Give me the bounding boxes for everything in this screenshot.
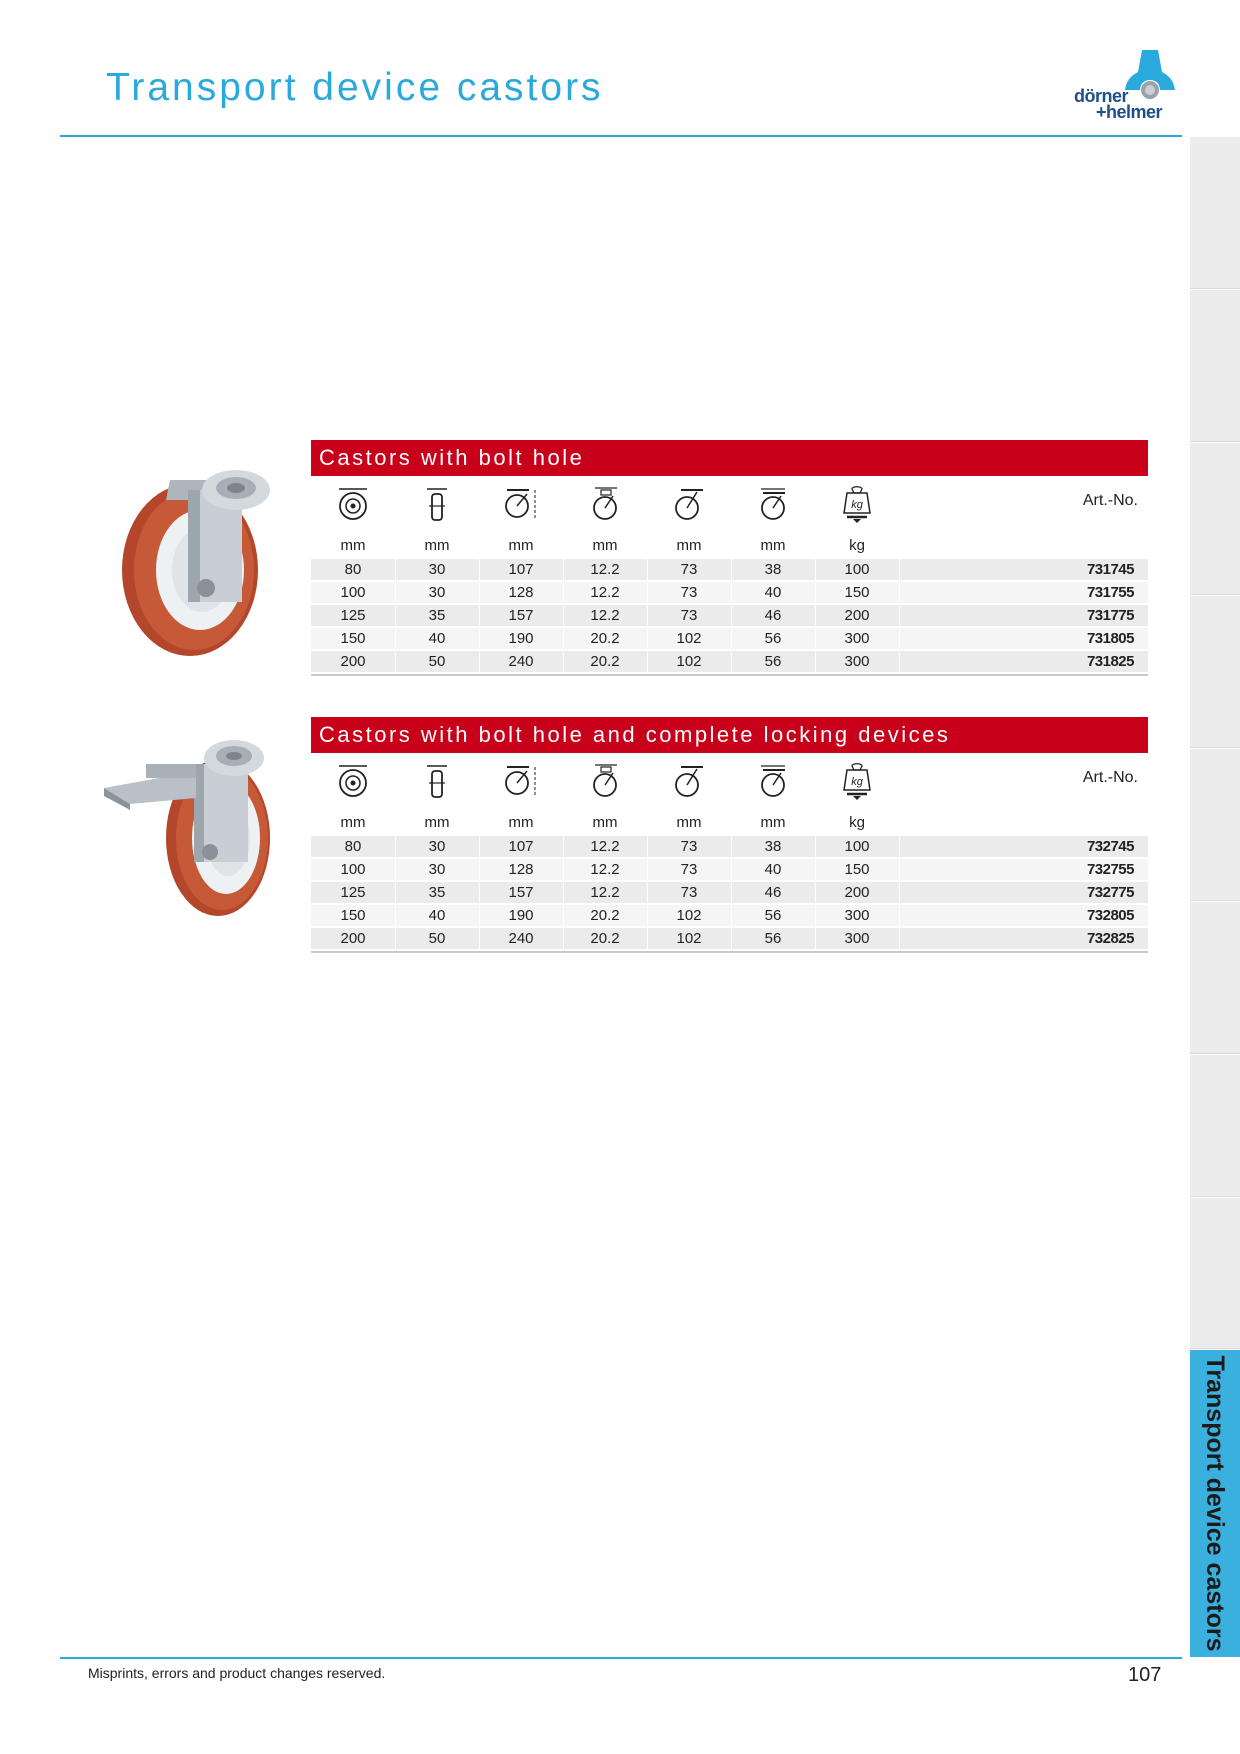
table-cell: 40	[395, 628, 480, 649]
logo-text-line2: +helmer	[1096, 102, 1163, 122]
table-cell: 35	[395, 605, 480, 626]
unit-label: mm	[340, 814, 366, 831]
table-cell: 30	[395, 836, 480, 857]
page-number: 107	[1128, 1664, 1162, 1686]
unit-label: mm	[676, 814, 702, 831]
table-row	[311, 649, 1148, 672]
side-tab[interactable]	[1190, 290, 1240, 442]
table-cell: 102	[647, 928, 732, 949]
side-tab[interactable]	[1190, 137, 1240, 289]
table-cell: 300	[815, 928, 900, 949]
table-row	[311, 880, 1148, 903]
table-cell: 157	[479, 882, 564, 903]
table-cell: 300	[815, 628, 900, 649]
offset-icon	[647, 761, 731, 801]
swivel-radius-icon	[731, 761, 815, 801]
load-capacity-icon	[815, 484, 899, 524]
table-cell: 80	[311, 559, 396, 580]
art-no-header: Art.-No.	[1082, 769, 1138, 786]
table-cell: 102	[647, 651, 732, 672]
table-cell: 30	[395, 582, 480, 603]
wheel-width-icon	[395, 484, 479, 524]
table-cell: 56	[731, 651, 816, 672]
table-cell: 35	[395, 882, 480, 903]
table-cell: 12.2	[563, 605, 648, 626]
table-cell: 102	[647, 905, 732, 926]
table-cell: 107	[479, 836, 564, 857]
table-cell: 30	[395, 859, 480, 880]
page-title: Transport device castors	[106, 66, 604, 109]
table-cell: 38	[731, 836, 816, 857]
art-no-header: Art.-No.	[1082, 492, 1138, 509]
spec-table	[311, 753, 1148, 949]
table-cell: 12.2	[563, 836, 648, 857]
wheel-diameter-icon	[311, 761, 395, 801]
art-no-cell: 731825	[1086, 653, 1134, 670]
side-tab[interactable]	[1190, 443, 1240, 595]
side-tab[interactable]	[1190, 902, 1240, 1054]
side-tab[interactable]	[1190, 596, 1240, 748]
art-no-cell: 732755	[1086, 861, 1134, 878]
table-cell: 150	[311, 905, 396, 926]
side-tab[interactable]	[1190, 749, 1240, 901]
art-no-cell: 731805	[1086, 630, 1134, 647]
unit-label: kg	[849, 814, 865, 831]
table-row	[311, 926, 1148, 949]
table-body	[311, 834, 1148, 949]
table-cell: 150	[311, 628, 396, 649]
unit-label: mm	[676, 537, 702, 554]
table-cell: 12.2	[563, 582, 648, 603]
table-cell: 125	[311, 605, 396, 626]
table-cell: 20.2	[563, 628, 648, 649]
table-cell: 240	[479, 928, 564, 949]
table-cell: 12.2	[563, 859, 648, 880]
castor-bolt-hole-image	[110, 450, 290, 660]
table-cell: 100	[311, 859, 396, 880]
section-header: Castors with bolt hole and complete locking devices	[311, 717, 1148, 753]
table-cell: 56	[731, 628, 816, 649]
unit-label: mm	[592, 537, 618, 554]
table-row	[311, 626, 1148, 649]
table-cell: 300	[815, 905, 900, 926]
art-no-cell: 732805	[1086, 907, 1134, 924]
bolt-hole-icon	[563, 484, 647, 524]
table-cell: 73	[647, 882, 732, 903]
unit-label: mm	[340, 537, 366, 554]
table-cell: 56	[731, 905, 816, 926]
table-cell: 190	[479, 628, 564, 649]
overall-height-icon	[479, 484, 563, 524]
table-cell: 30	[395, 559, 480, 580]
table-cell: 73	[647, 582, 732, 603]
table-cell: 102	[647, 628, 732, 649]
table-cell: 190	[479, 905, 564, 926]
unit-label: mm	[424, 814, 450, 831]
table-cell: 125	[311, 882, 396, 903]
art-no-cell: 732775	[1086, 884, 1134, 901]
table-cell: 107	[479, 559, 564, 580]
table-row	[311, 557, 1148, 580]
svg-text:kg: kg	[851, 776, 863, 788]
castor-locking-device-image	[100, 734, 290, 924]
table-bottom-rule	[311, 674, 1148, 676]
unit-row	[311, 534, 1148, 557]
unit-label: mm	[760, 814, 786, 831]
table-cell: 128	[479, 859, 564, 880]
table-cell: 20.2	[563, 651, 648, 672]
side-tab-strip	[1190, 137, 1240, 1657]
unit-label: mm	[760, 537, 786, 554]
logo-text-line1: dörner	[1074, 86, 1129, 106]
table-cell: 100	[311, 582, 396, 603]
svg-text:kg: kg	[851, 499, 863, 511]
table-cell: 20.2	[563, 928, 648, 949]
table-cell: 73	[647, 859, 732, 880]
unit-label: mm	[508, 537, 534, 554]
art-no-cell: 731775	[1086, 607, 1134, 624]
icon-row	[311, 476, 1148, 534]
art-no-cell: 731755	[1086, 584, 1134, 601]
brand-logo	[1070, 46, 1182, 122]
side-tab[interactable]	[1190, 1055, 1240, 1197]
table-row	[311, 580, 1148, 603]
table-cell: 50	[395, 928, 480, 949]
table-cell: 300	[815, 651, 900, 672]
unit-label: mm	[424, 537, 450, 554]
swivel-radius-icon	[731, 484, 815, 524]
overall-height-icon	[479, 761, 563, 801]
table-row	[311, 857, 1148, 880]
table-cell: 40	[395, 905, 480, 926]
table-cell: 73	[647, 605, 732, 626]
table-body	[311, 557, 1148, 672]
table-cell: 200	[311, 651, 396, 672]
art-no-cell: 731745	[1086, 561, 1134, 578]
table-bottom-rule	[311, 951, 1148, 953]
table-cell: 100	[815, 836, 900, 857]
table-cell: 40	[731, 582, 816, 603]
icon-row	[311, 753, 1148, 811]
table-cell: 73	[647, 559, 732, 580]
header-divider	[60, 135, 1182, 137]
table-cell: 150	[815, 859, 900, 880]
table-cell: 157	[479, 605, 564, 626]
side-tab-label: Transport device castors	[1201, 1355, 1229, 1652]
unit-label: mm	[508, 814, 534, 831]
table-cell: 12.2	[563, 559, 648, 580]
spec-table	[311, 476, 1148, 672]
table-cell: 12.2	[563, 882, 648, 903]
load-capacity-icon	[815, 761, 899, 801]
table-row	[311, 903, 1148, 926]
table-cell: 20.2	[563, 905, 648, 926]
table-cell: 50	[395, 651, 480, 672]
bolt-hole-icon	[563, 761, 647, 801]
footer-divider	[60, 1657, 1182, 1659]
art-no-cell: 732825	[1086, 930, 1134, 947]
wheel-width-icon	[395, 761, 479, 801]
table-cell: 38	[731, 559, 816, 580]
table-cell: 200	[815, 882, 900, 903]
table-cell: 100	[815, 559, 900, 580]
table-cell: 200	[815, 605, 900, 626]
table-cell: 46	[731, 605, 816, 626]
table-cell: 240	[479, 651, 564, 672]
unit-label: kg	[849, 537, 865, 554]
unit-row	[311, 811, 1148, 834]
table-cell: 56	[731, 928, 816, 949]
footer-note: Misprints, errors and product changes reserved.	[88, 1665, 386, 1681]
section-header: Castors with bolt hole	[311, 440, 1148, 476]
table-row	[311, 834, 1148, 857]
wheel-diameter-icon	[311, 484, 395, 524]
offset-icon	[647, 484, 731, 524]
table-row	[311, 603, 1148, 626]
table-cell: 80	[311, 836, 396, 857]
art-no-cell: 732745	[1086, 838, 1134, 855]
table-cell: 128	[479, 582, 564, 603]
table-cell: 40	[731, 859, 816, 880]
table-cell: 73	[647, 836, 732, 857]
table-cell: 150	[815, 582, 900, 603]
side-tab[interactable]	[1190, 1198, 1240, 1349]
table-cell: 200	[311, 928, 396, 949]
unit-label: mm	[592, 814, 618, 831]
side-tab-active[interactable]	[1190, 1350, 1240, 1657]
table-cell: 46	[731, 882, 816, 903]
